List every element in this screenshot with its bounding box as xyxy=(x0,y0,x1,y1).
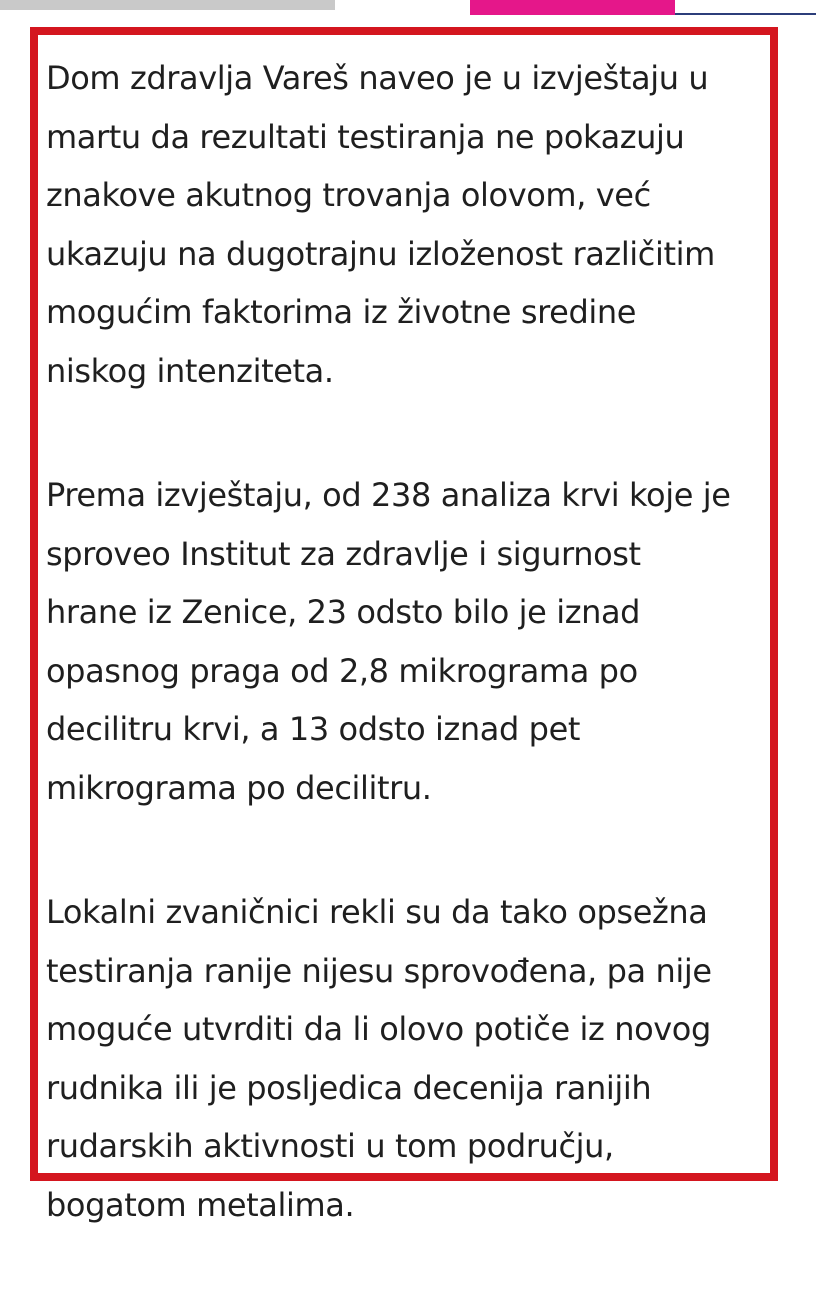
text-line: mikrograma po decilitru. xyxy=(46,768,432,807)
header-accent-pink xyxy=(470,0,675,15)
text-line: ukazuju na dugotrajnu izloženost različitim xyxy=(46,234,715,273)
text-line: niskog intenziteta. xyxy=(46,351,334,390)
text-line: martu da rezultati testiranja ne pokazuju xyxy=(46,117,685,156)
article-body xyxy=(46,49,806,1300)
paragraph-1 xyxy=(46,49,806,400)
highlight-frame xyxy=(30,27,778,1224)
text-line: znakove akutnog trovanja olovom, već xyxy=(46,176,651,214)
text-line: rudnika ili je posljedica decenija ranijih xyxy=(46,1068,652,1107)
text-line: rudarskih aktivnosti u tom području, xyxy=(46,1127,614,1165)
text-line: bogatom metalima. xyxy=(46,1185,355,1224)
text-line: Prema izvještaju, od 238 analiza krvi koje je xyxy=(46,476,731,514)
text-line: moguće utvrditi da li olovo potiče iz novog xyxy=(46,1010,711,1048)
text-line: Lokalni zvaničnici rekli su da tako opsežna xyxy=(46,893,708,931)
paragraph-3 xyxy=(46,883,806,1234)
text-line: testiranja ranije nijesu sprovođena, pa nije xyxy=(46,951,712,990)
paragraph-2 xyxy=(46,466,806,817)
text-line: hrane iz Zenice, 23 odsto bilo je iznad xyxy=(46,593,641,631)
text-line: sproveo Institut za zdravlje i sigurnost xyxy=(46,534,641,573)
text-line: mogućim faktorima iz životne sredine xyxy=(46,293,637,331)
text-line: Dom zdravlja Vareš naveo je u izvještaju u xyxy=(46,59,709,97)
text-line: decilitru krvi, a 13 odsto iznad pet xyxy=(46,710,581,748)
header-divider-gray xyxy=(0,0,335,10)
text-line: opasnog praga od 2,8 mikrograma po xyxy=(46,651,638,690)
header-divider-blue xyxy=(675,0,816,15)
